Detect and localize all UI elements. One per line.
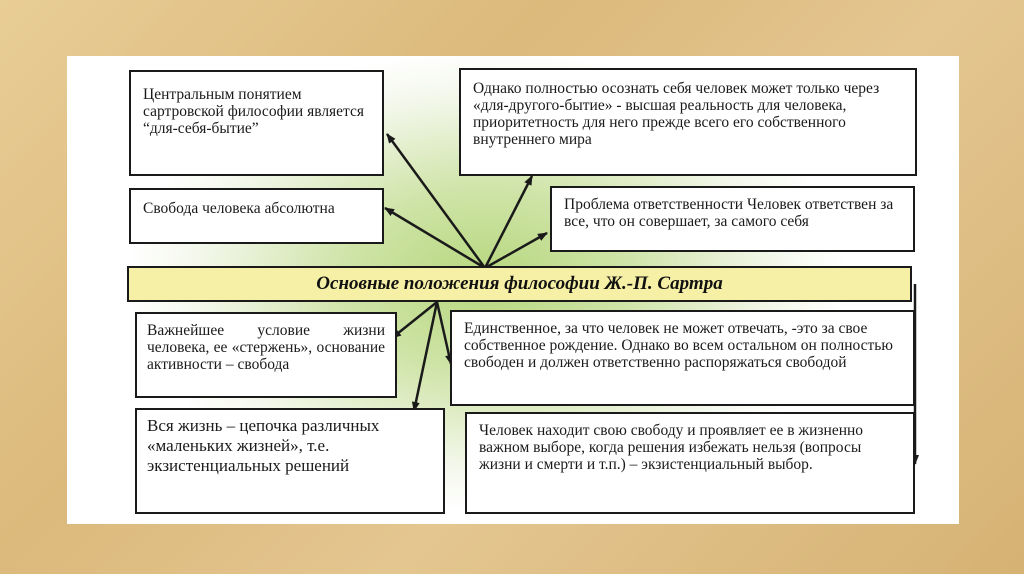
arrow-to-only-thing: [437, 302, 451, 364]
box-central-concept: Центральным понятием сартровской философии является “для-себя-бытие”: [129, 70, 384, 176]
box-only-thing-birth: Единственное, за что человек не может отвечать, -это за свое собственное рождение. Однако во всем остальном он полностью свободен и должен ответственно распоряжаться свободой: [450, 310, 915, 406]
slide-canvas: [67, 56, 959, 524]
box-existential-choice: Человек находит свою свободу и проявляет ее в жизненно важном выборе, когда решения избежать нельзя (вопросы жизни и смерти и т.п.) – экзистенциальный выбор.: [465, 412, 915, 514]
arrow-to-freedom: [385, 208, 485, 268]
box-absolute-freedom: Свобода человека абсолютна: [129, 188, 384, 244]
box-chain-of-lives: Вся жизнь – цепочка различных «маленьких жизней», т.е. экзистенциальных решений: [135, 408, 445, 514]
box-responsibility: Проблема ответственности Человек ответствен за все, что он совершает, за самого себя: [550, 186, 915, 252]
box-being-for-others: Однако полностью осознать себя человек может только через «для-другого-бытие» - высшая реальность для человека, приоритетность для него прежде всего его собственного внутреннего мира: [459, 68, 917, 176]
box-main-condition: Важнейшее условие жизни человека, ее «стержень», основание активности – свобода: [135, 312, 397, 398]
main-title-bar: Основные положения философии Ж.-П. Сартра: [127, 266, 912, 302]
